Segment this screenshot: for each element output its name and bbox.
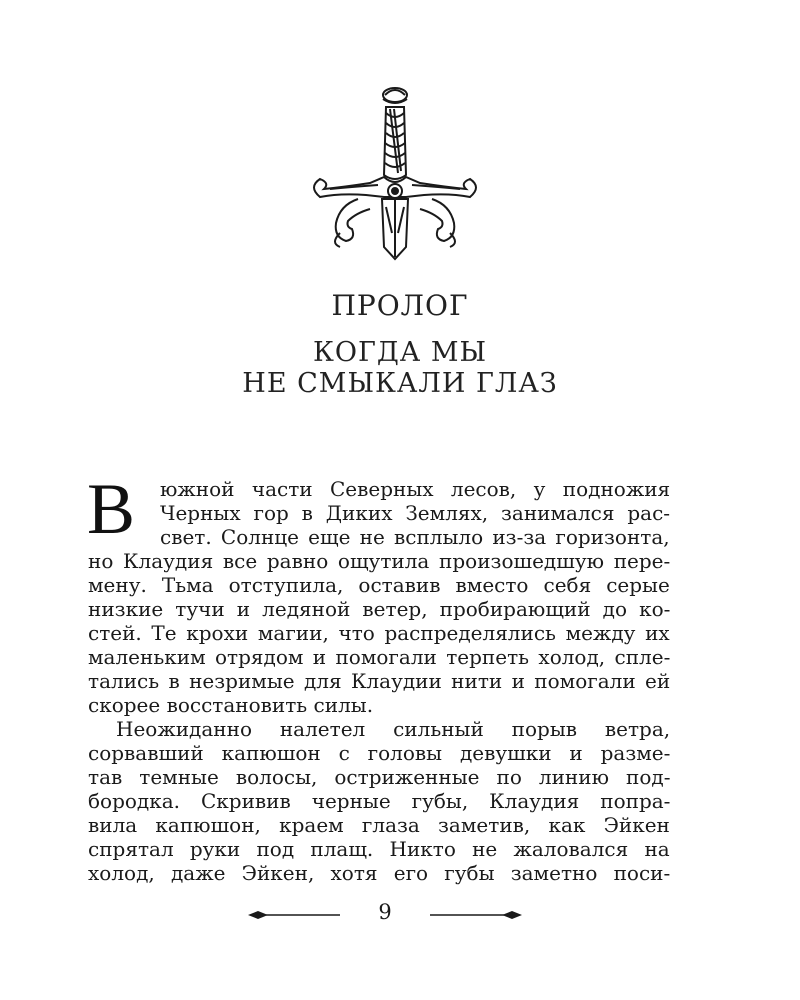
text-line: тались в незримые для Клаудии нити и помогали ей xyxy=(88,669,671,693)
folio-ornament-right-icon xyxy=(430,910,522,920)
drop-cap: В xyxy=(87,469,136,549)
chapter-title-line1: КОГДА МЫ xyxy=(312,337,488,368)
text-line: Неожиданно налетел сильный порыв ветра, xyxy=(116,717,671,741)
text-line: но Клаудия все равно ощутила произошедшую пере- xyxy=(88,549,671,573)
chapter-title-line2: НЕ СМЫКАЛИ ГЛАЗ xyxy=(242,368,558,399)
text-line: низкие тучи и ледяной ветер, пробирающий до ко- xyxy=(88,597,671,621)
text-line: свет. Солнце еще не всплыло из-за горизонта, xyxy=(160,525,670,549)
page-number: 9 xyxy=(378,900,392,924)
text-line: скорее восстановить силы. xyxy=(88,693,374,717)
text-line: холод, даже Эйкен, хотя его губы заметно поси- xyxy=(88,861,671,885)
chapter-label: ПРОЛОГ xyxy=(331,289,469,322)
text-line: спрятал руки под плащ. Никто не жаловался на xyxy=(88,837,670,861)
text-line: Черных гор в Диких Землях, занимался рас- xyxy=(160,501,671,525)
text-line: маленьким отрядом и помогали терпеть холод, спле- xyxy=(88,645,671,669)
text-line: бородка. Скривив черные губы, Клаудия попра- xyxy=(88,789,671,813)
text-line: мену. Тьма отступила, оставив вместо себя серые xyxy=(88,573,670,597)
text-line: тав темные волосы, остриженные по линию под- xyxy=(88,765,671,789)
text-line: вила капюшон, краем глаза заметив, как Эйкен xyxy=(88,813,670,837)
text-line: сорвавший капюшон с головы девушки и разме- xyxy=(88,741,671,765)
text-line: южной части Северных лесов, у подножия xyxy=(160,477,671,501)
text-line: стей. Те крохи магии, что распределялись между их xyxy=(88,621,670,645)
dagger-ornament-icon xyxy=(300,83,490,273)
